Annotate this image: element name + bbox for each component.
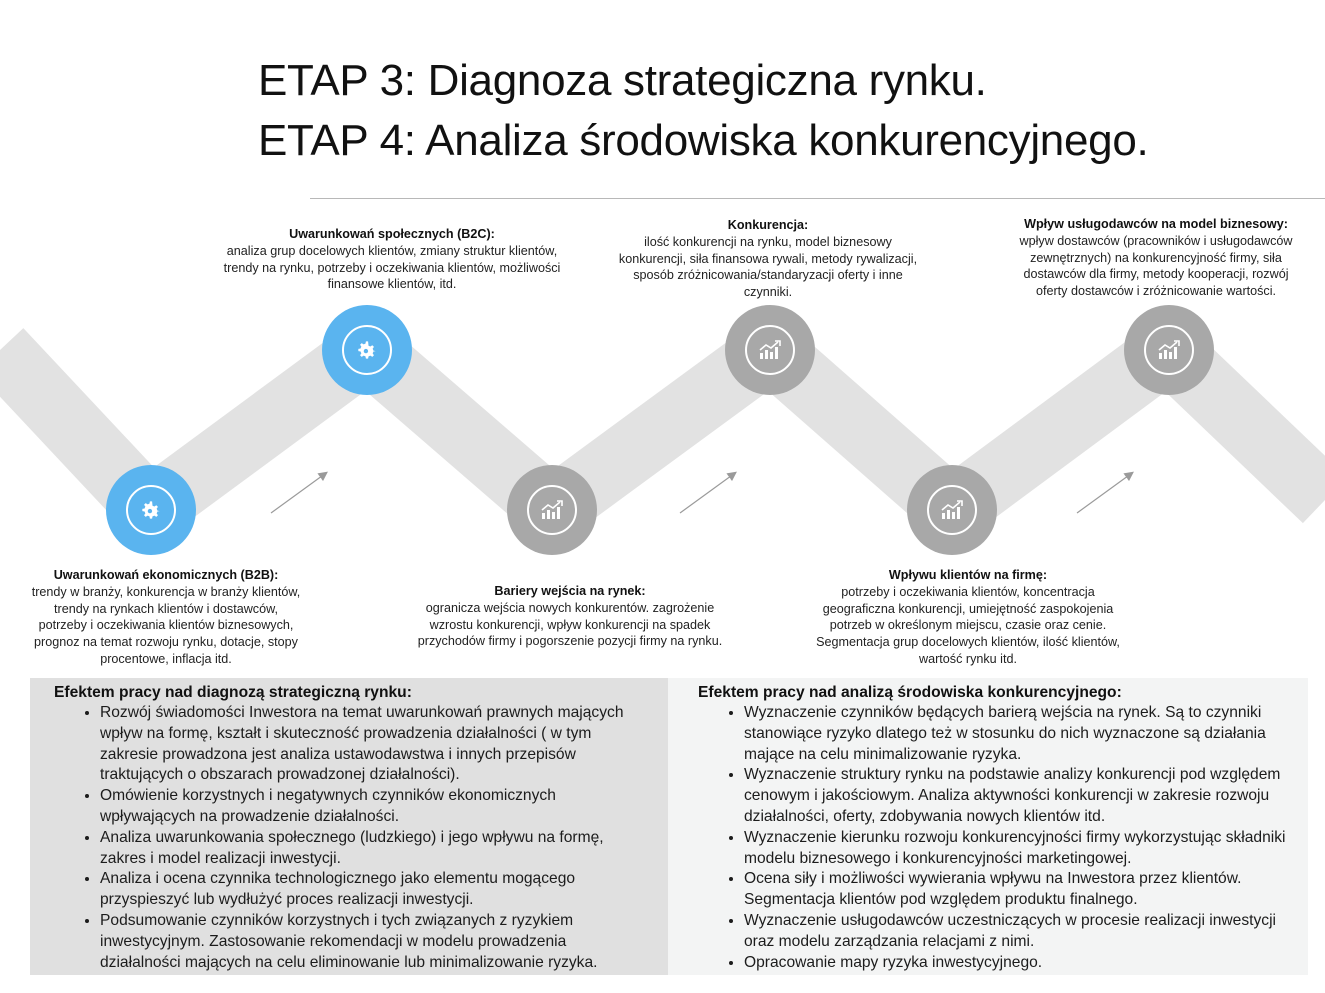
label-line: potrzeby i oczekiwania klientów, koncentracja: [841, 584, 1095, 599]
list-item: • Podsumowanie czynników korzystnych i tych związanych z ryzykiem inwestycyjnym. Zastosowanie rekomendacji w modelu prowadzenia działalności mających na celu eliminowanie lub minimalizowanie ryzyka.: [100, 911, 648, 973]
label-line: trendy na rynku, potrzeby i oczekiwania klientów, możliwości: [223, 260, 561, 275]
label-line: konkurencji, siła finansowa rywali, metody rywalizacji,: [618, 251, 918, 266]
strategic-diagnosis-panel: [30, 678, 668, 975]
label-line: zewnętrznych) na konkurencyjność firmy, siła: [1030, 250, 1282, 265]
growth-chart-icon: [527, 485, 577, 535]
label-line: ilość konkurencji na rynku, model biznesowy: [644, 234, 892, 249]
gear-icon: [342, 325, 392, 375]
page-title-line-1: ETAP 3: Diagnoza strategiczna rynku.: [258, 56, 987, 105]
node-economic: [106, 465, 196, 555]
page-title-line-2: ETAP 4: Analiza środowiska konkurencyjnego.: [258, 116, 1149, 165]
growth-chart-icon: [927, 485, 977, 535]
arrow-2: [680, 473, 735, 513]
label-heading: Uwarunkowań ekonomicznych (B2B):: [53, 568, 279, 582]
list-item: • Omówienie korzystnych i negatywnych czynników ekonomicznych wpływających na prowadzenie działalności.: [100, 786, 648, 828]
label-line: wartość rynku itd.: [919, 651, 1017, 666]
list-item: • Ocena siły i możliwości wywierania wpływu na Inwestora przez klientów. Segmentacja klientów pod względem produktu finalnego.: [744, 869, 1292, 911]
label-line: geograficzna konkurencji, umiejętność zaspokojenia: [822, 601, 1114, 616]
node-customers: [907, 465, 997, 555]
growth-chart-icon: [1144, 325, 1194, 375]
arrow-3: [1077, 473, 1132, 513]
competitive-analysis-panel: [668, 678, 1308, 975]
panel-heading: Efektem pracy nad analizą środowiska konkurencyjnego:: [698, 684, 1122, 701]
list-item: • Wyznaczenie usługodawców uczestniczących w procesie realizacji inwestycji oraz modelu zarządzania relacjami z nimi.: [744, 911, 1292, 953]
list-item: • Opracowanie mapy ryzyka inwestycyjnego.: [744, 953, 1292, 974]
label-social: [192, 226, 592, 293]
label-economic: [4, 567, 328, 668]
list-item: • Analiza i ocena czynnika technologicznego jako elementu mogącego przyspieszyć lub wydłużyć proces realizacji inwestycji.: [100, 869, 648, 911]
label-line: potrzeby i oczekiwania klientów biznesowych,: [38, 618, 294, 633]
gear-icon: [126, 485, 176, 535]
zigzag-band: [0, 350, 1325, 510]
label-line: Segmentacja grup docelowych klientów, ilość klientów,: [816, 635, 1120, 650]
list-item: • Wyznaczenie kierunku rozwoju konkurencyjności firmy wykorzystując składniki modelu biznesowego i konkurencyjności marketingowej.: [744, 828, 1292, 870]
growth-chart-icon: [745, 325, 795, 375]
list-item: • Rozwój świadomości Inwestora na temat uwarunkowań prawnych mających wpływ na formę, kształt i skuteczność prowadzenia działalności ( w tym zakresie prowadzona jest analiza ustawodawstwa i innych przepisów traktujących o obszarach prowadzonej działalności).: [100, 703, 648, 786]
label-line: analiza grup docelowych klientów, zmiany struktur klientów,: [226, 243, 558, 258]
node-competition: [725, 305, 815, 395]
panel-heading: Efektem pracy nad diagnozą strategiczną rynku:: [54, 684, 412, 701]
label-line: procentowe, inflacja itd.: [100, 651, 232, 666]
label-line: trendy w branży, konkurencja w branży klientów,: [31, 584, 301, 599]
list-item: • Wyznaczenie struktury rynku na podstawie analizy konkurencji pod względem cenowym i jakościowym. Analiza aktywności konkurencji w zakresie rozwoju działalności, oferty, zdobywania nowych klientów itd.: [744, 765, 1292, 827]
panel-list: [698, 703, 1292, 973]
label-line: potrzeb w określonym miejscu, czasie oraz cenie.: [829, 618, 1107, 633]
label-line: dostawców dla firmy, metody kooperacji, rozwój: [1023, 267, 1289, 282]
label-line: ogranicza wejścia nowych konkurentów. zagrożenie: [425, 600, 715, 615]
label-line: oferty dostawców i zróżnicowanie wartości.: [1035, 284, 1277, 299]
label-line: wpływ dostawców (pracowników i usługodawców: [1019, 233, 1293, 248]
node-social: [322, 305, 412, 395]
label-heading: Uwarunkowań społecznych (B2C):: [289, 227, 495, 241]
label-line: przychodów firmy i pogorszenie pozycji firmy na rynku.: [417, 634, 723, 649]
list-item: • Analiza uwarunkowania społecznego (ludzkiego) i jego wpływu na formę, zakres i model realizacji inwestycji.: [100, 828, 648, 870]
label-heading: Bariery wejścia na rynek:: [494, 584, 646, 598]
label-barriers: [390, 583, 750, 650]
label-heading: Konkurencja:: [727, 218, 809, 232]
label-line: trendy na rynkach klientów i dostawców,: [54, 601, 278, 616]
label-line: czynniki.: [743, 285, 793, 300]
label-competition: [590, 217, 946, 301]
label-heading: Wpływu klientów na firmę:: [888, 568, 1048, 582]
node-suppliers: [1124, 305, 1214, 395]
label-line: finansowe klientów, itd.: [327, 277, 457, 292]
arrow-1: [271, 473, 326, 513]
label-line: wzrostu konkurencji, wpływ konkurencji na spadek: [429, 617, 711, 632]
node-barriers: [507, 465, 597, 555]
panel-list: [54, 703, 648, 973]
label-suppliers: [992, 216, 1320, 300]
label-customers: [786, 567, 1150, 668]
label-line: sposób zróżnicowania/standaryzacji oferty i inne: [633, 268, 903, 283]
label-line: prognoz na temat rozwoju rynku, dotacje, stopy: [34, 635, 298, 650]
list-item: • Wyznaczenie czynników będących barierą wejścia na rynek. Są to czynniki stanowiące ryzyko dlatego też w stosunku do nich wyznaczone są działania mające na celu minimalizowanie ryzyka.: [744, 703, 1292, 765]
label-heading: Wpływ usługodawców na model biznesowy:: [1024, 217, 1288, 231]
